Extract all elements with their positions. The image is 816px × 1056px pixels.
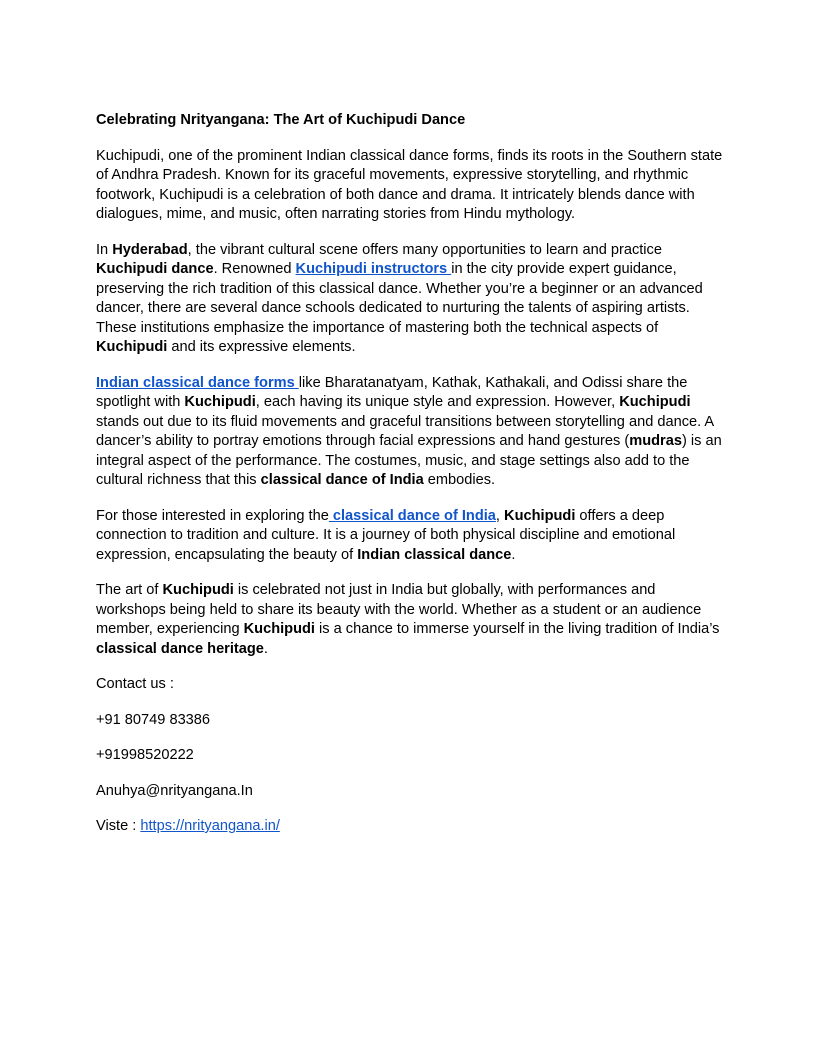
bold-hyderabad: Hyderabad xyxy=(112,241,188,258)
text-run: , the vibrant cultural scene offers many opportunities to learn and practice xyxy=(187,241,662,258)
document-page xyxy=(96,111,726,853)
classical-dance-of-india-link[interactable]: classical dance of India xyxy=(328,507,496,524)
bold-mudras: mudras xyxy=(629,433,682,449)
text-run: is a chance to immerse yourself in the living tradition of India’s xyxy=(314,621,720,637)
text-run: is celebrated not just in India but globally, with performances and workshops being held to share its beauty with the world. Whether as a student or an audience member, experiencing xyxy=(96,582,702,637)
text-run: like Bharatanatyam, Kathak, Kathakali, and Odissi share the spotlight with xyxy=(96,374,688,410)
bold-kuchipudi: Kuchipudi xyxy=(96,339,168,355)
contact-visit xyxy=(96,817,726,837)
text-run: embodies. xyxy=(423,472,496,488)
text-run: in the city provide expert guidance, preserving the rich tradition of this classical dance. Whether you’re a beginner or an advanced dancer, there are several dance schools dedicated to nurturing the talents of aspiring artists. These institutions emphasize the importance of mastering both the technical aspects of xyxy=(96,261,703,336)
document-title: Celebrating Nrityangana: The Art of Kuchipudi Dance xyxy=(96,112,466,128)
dance-forms-paragraph xyxy=(96,374,726,491)
bold-kuchipudi: Kuchipudi xyxy=(619,394,691,410)
indian-classical-dance-forms-link[interactable]: Indian classical dance forms xyxy=(96,374,299,391)
text-run: . xyxy=(511,546,516,563)
text-run: The art of xyxy=(96,582,163,598)
contact-phone-1: +91 80749 83386 xyxy=(96,711,211,728)
text-run: , xyxy=(495,507,505,524)
text-run: stands out due to its fluid movements and graceful transitions between storytelling and dance. A dancer’s ability to portray emotions through facial expressions and hand gestures ( xyxy=(96,413,714,449)
contact-email: Anuhya@nrityangana.In xyxy=(96,782,253,799)
bold-kuchipudi-dance: Kuchipudi dance xyxy=(96,261,214,277)
bold-classical-dance-of-india: classical dance of India xyxy=(260,472,424,488)
bold-kuchipudi: Kuchipudi xyxy=(243,621,315,637)
text-run: offers a deep connection to tradition and culture. It is a journey of both physical discipline and emotional expression, encapsulating the beauty of xyxy=(96,507,676,563)
text-run: In xyxy=(96,241,113,258)
bold-indian-classical-dance: Indian classical dance xyxy=(357,546,512,563)
contact-label: Contact us : xyxy=(96,676,174,692)
global-paragraph xyxy=(96,581,726,659)
text-run: . Renowned xyxy=(213,261,296,277)
intro-paragraph: Kuchipudi, one of the prominent Indian classical dance forms, finds its roots in the Southern state of Andhra Pradesh. Known for its graceful movements, expressive storytelling, and rhythmic footwork, Kuchipudi is a celebration of both dance and drama. It intricately blends dance with dialogues, mime, and music, often narrating stories from Hindu mythology. xyxy=(96,147,723,222)
text-run: , each having its unique style and expression. However, xyxy=(255,394,620,410)
bold-classical-dance-heritage: classical dance heritage xyxy=(96,640,264,657)
kuchipudi-instructors-link[interactable]: Kuchipudi instructors xyxy=(295,261,452,277)
contact-phone-2: +91998520222 xyxy=(96,747,194,763)
bold-kuchipudi: Kuchipudi xyxy=(504,507,576,524)
bold-kuchipudi: Kuchipudi xyxy=(184,394,256,410)
exploring-paragraph xyxy=(96,507,726,566)
text-run: For those interested in exploring the xyxy=(96,507,329,524)
visit-label: Viste : xyxy=(96,818,141,834)
website-link[interactable]: https://nrityangana.in/ xyxy=(140,818,280,834)
text-run: . xyxy=(263,640,268,657)
text-run: ) is an integral aspect of the performance. The costumes, music, and stage settings also add to the cultural richness that this xyxy=(96,433,722,488)
hyderabad-paragraph xyxy=(96,241,726,358)
text-run: and its expressive elements. xyxy=(167,339,356,355)
bold-kuchipudi: Kuchipudi xyxy=(162,582,234,598)
